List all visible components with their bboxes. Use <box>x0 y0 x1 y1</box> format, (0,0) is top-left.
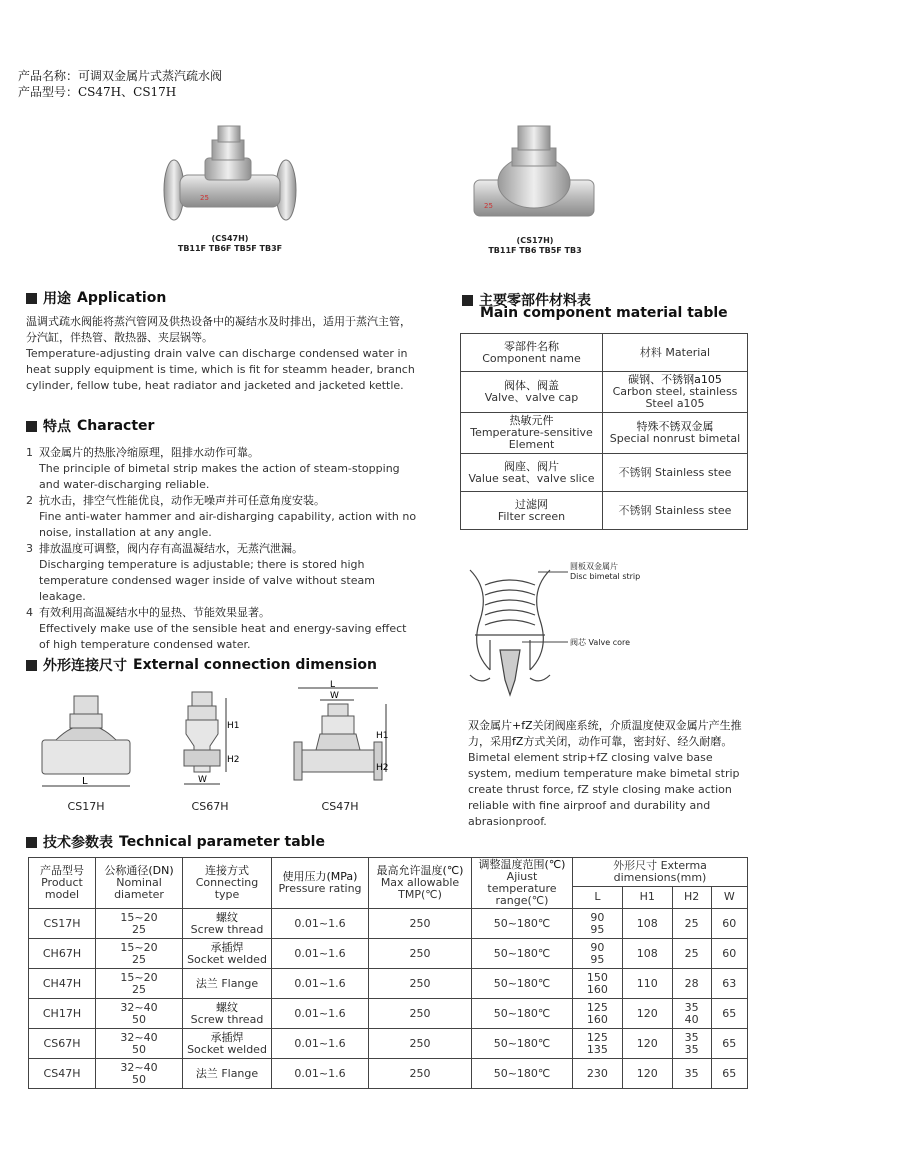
application-body <box>26 314 418 394</box>
cell-text: 90 <box>590 910 605 924</box>
photo2-caption1: (CS17H) <box>516 236 554 245</box>
header-H2: H2 <box>672 886 711 908</box>
cell-text: Screw thread <box>190 1012 264 1026</box>
cell-text: 35 <box>684 1000 699 1014</box>
cell-text: 50 <box>132 1012 146 1026</box>
cell-W: 65 <box>711 999 747 1029</box>
dim-label: W <box>330 691 339 701</box>
header-W: W <box>711 886 747 908</box>
table-row <box>29 1029 748 1059</box>
table-cell <box>461 492 603 530</box>
cell-text: Nominal <box>116 876 162 889</box>
cell-text: 法兰 <box>195 1066 218 1080</box>
cell-text: Steel a105 <box>645 397 705 410</box>
dim-label: H2 <box>227 755 240 765</box>
table-cell <box>461 413 603 454</box>
cell-pressure: 0.01~1.6 <box>272 969 369 999</box>
table-row <box>461 454 748 492</box>
drawing-cs47h-name: CS47H <box>321 800 359 813</box>
diagram-label-zh: 圆板双金属片 <box>570 562 618 571</box>
cell-dn <box>96 1029 183 1059</box>
description-en: Bimetal element strip+fZ closing valve base system, medium temperature make bimetal strip create thrust force, fZ style closing make action reliable with fine airproof and durability and abrasionproof. <box>468 751 740 828</box>
cell-text: Carbon steel, stainless <box>612 385 738 398</box>
cell-text: 32~40 <box>120 1060 158 1074</box>
material-title-zh: 主要零部件材料表 <box>479 293 591 309</box>
cell-text: 125 <box>586 1030 608 1044</box>
cell-pressure: 0.01~1.6 <box>272 909 369 939</box>
material-title-en: Main component material table <box>480 305 728 321</box>
cell-text: 连接方式 <box>205 864 249 877</box>
cell-text: Temperature-sensitive Element <box>470 426 593 451</box>
dim-label: W <box>198 775 207 785</box>
item-zh: 双金属片的热胀冷缩原理，阻排水动作可靠。 <box>39 446 259 459</box>
cell-text: 螺纹 <box>216 1000 238 1014</box>
cell-model: CS17H <box>29 909 96 939</box>
cell-text: 阀体、阀盖 <box>504 379 559 392</box>
application-title-en: Application <box>77 290 167 306</box>
cell-text: Product <box>41 876 83 889</box>
cell-pressure: 0.01~1.6 <box>272 1029 369 1059</box>
photo1-caption1: (CS47H) <box>211 234 249 243</box>
cell-H1: 120 <box>622 999 672 1029</box>
item-zh: 排放温度可调整，阀内存有高温凝结水，无蒸汽泄漏。 <box>39 542 303 555</box>
cell-range: 50~180℃ <box>472 1059 573 1089</box>
square-bullet-icon <box>462 295 473 306</box>
cell-text: Pressure rating <box>278 882 362 895</box>
drawing-cs17h-name: CS17H <box>67 800 105 813</box>
cell-L <box>573 909 623 939</box>
cell-H1: 108 <box>622 939 672 969</box>
item-number: 1 <box>26 446 33 459</box>
cell-connect <box>183 939 272 969</box>
header-model <box>29 858 96 909</box>
cell-text: 150 <box>586 970 608 984</box>
cell-tmp: 250 <box>369 969 472 999</box>
cell-text: 阀座、阀片 <box>504 459 559 473</box>
cell-text: 32~40 <box>120 1000 158 1014</box>
header-connect <box>183 858 272 909</box>
square-bullet-icon <box>26 660 37 671</box>
cell-W: 60 <box>711 939 747 969</box>
cell-connect <box>183 1059 272 1089</box>
cell-L <box>573 999 623 1029</box>
item-number: 3 <box>26 542 33 555</box>
item-en: Effectively make use of the sensible heat and energy-saving effect of high temperature condensed water. <box>39 622 407 651</box>
table-row <box>461 413 748 454</box>
cell-range: 50~180℃ <box>472 909 573 939</box>
cell-dn <box>96 969 183 999</box>
diagram-label-core: 阀芯 Valve core <box>570 638 631 647</box>
drawing-cs17h <box>36 688 136 818</box>
cell-dn <box>96 1059 183 1089</box>
character-title-en: Character <box>77 418 155 434</box>
cell-text: 35 <box>684 1030 699 1044</box>
item-en: The principle of bimetal strip makes the action of steam-stopping and water-discharging reliable. <box>39 462 400 491</box>
description-block <box>468 718 758 830</box>
cell-text: 25 <box>132 982 146 996</box>
cell-text: Ajiust temperature <box>487 870 557 895</box>
cell-text: 32~40 <box>120 1030 158 1044</box>
cell-text: Socket welded <box>187 952 267 966</box>
cell-text: 230 <box>586 1066 608 1080</box>
list-item <box>26 493 418 541</box>
cell-pressure: 0.01~1.6 <box>272 999 369 1029</box>
cell-text: 25 <box>132 922 146 936</box>
valve-cs17h-illustration <box>470 120 600 232</box>
cell-text: 产品型号 <box>40 864 84 877</box>
cell-text: 承插焊 <box>210 1030 244 1044</box>
cell-H2 <box>672 939 711 969</box>
cell-text: diameter <box>114 888 164 901</box>
square-bullet-icon <box>26 293 37 304</box>
external-title-zh: 外形连接尺寸 <box>43 658 127 674</box>
cell-tmp: 250 <box>369 939 472 969</box>
cell-dn <box>96 939 183 969</box>
application-title-zh: 用途 <box>43 291 71 307</box>
cross-section-diagram <box>460 560 700 705</box>
application-text-zh: 温调式疏水阀能将蒸汽管网及供热设备中的凝结水及时排出，适用于蒸汽主管，分汽缸，伴热管、散热器、夹层锅等。 <box>26 315 411 344</box>
table-row <box>29 909 748 939</box>
cell-L <box>573 969 623 999</box>
item-zh: 有效利用高温凝结水中的显热、节能效果显著。 <box>39 606 270 619</box>
valve-photo-cs47h <box>160 120 300 253</box>
external-heading <box>26 655 377 675</box>
product-model: 产品型号：CS47H、CS17H <box>18 85 177 99</box>
character-list <box>26 445 418 653</box>
dim-label: L <box>330 680 336 690</box>
cell-text: model <box>44 888 80 901</box>
external-title-en: External connection dimension <box>133 657 377 673</box>
cell-text: 15~20 <box>120 940 158 954</box>
cell-text: 35 <box>684 1042 699 1056</box>
technical-heading <box>26 832 325 852</box>
table-row <box>461 334 748 372</box>
list-item <box>26 605 418 653</box>
cell-tmp: 250 <box>369 999 472 1029</box>
table-cell <box>603 372 748 413</box>
dim-label: H1 <box>227 721 240 731</box>
cell-H2 <box>672 969 711 999</box>
technical-title-en: Technical parameter table <box>119 834 325 850</box>
valve-photo-cs17h <box>470 120 600 260</box>
cell-text: Socket welded <box>187 1042 267 1056</box>
cell-text: 135 <box>586 1042 608 1056</box>
cell-text: 公称通径(DN) <box>104 864 174 877</box>
header-external-dims: 外形尺寸 Exterma dimensions(mm) <box>573 858 748 887</box>
cell-tmp: 250 <box>369 1059 472 1089</box>
cell-H2 <box>672 1029 711 1059</box>
description-zh: 双金属片+fZ关闭阀座系统，介质温度使双金属片产生推力，采用fZ方式关闭，动作可靠，密封好、经久耐磨。 <box>468 719 742 748</box>
cell-H2 <box>672 909 711 939</box>
cell-H2 <box>672 1059 711 1089</box>
cell-H1: 120 <box>622 1029 672 1059</box>
cell-text: 125 <box>586 1000 608 1014</box>
cell-text: 160 <box>586 1012 608 1026</box>
table-cell: 不锈钢 Stainless stee <box>603 492 748 530</box>
cell-L <box>573 939 623 969</box>
table-cell <box>461 372 603 413</box>
cell-text: 特殊不锈双金属 <box>636 420 714 433</box>
cell-text: Connecting <box>195 876 259 889</box>
application-text-en: Temperature-adjusting drain valve can discharge condensed water in heat supply equipment is time, which is fit for steamm header, branch cylinder, fellow tube, heat radiator and jacketed and jacketed kettle. <box>26 347 415 392</box>
table-cell <box>461 454 603 492</box>
cell-text: Valve、valve cap <box>484 391 579 404</box>
drawing-cs67h-name: CS67H <box>191 800 229 813</box>
drawing-cs47h <box>290 680 390 818</box>
cell-text: 零部件名称 <box>504 339 559 353</box>
cell-H2 <box>672 999 711 1029</box>
cell-text: 28 <box>684 976 699 990</box>
cell-text: 95 <box>590 952 605 966</box>
photo1-caption2: TB11F TB6F TB5F TB3F <box>177 244 283 253</box>
valve-cs47h-illustration <box>160 120 300 230</box>
cell-text: 15~20 <box>120 970 158 984</box>
cell-text: 使用压力(MPa) <box>282 870 358 883</box>
photo2-label: 25 <box>484 202 493 210</box>
cell-text: 50 <box>132 1072 146 1086</box>
cell-text: 160 <box>586 982 608 996</box>
cell-text: 碳钢、不锈钢a105 <box>628 373 722 386</box>
cell-text: Filter screen <box>497 509 566 523</box>
drawing-cs67h-svg <box>180 688 240 796</box>
cell-text: TMP(℃) <box>398 888 442 901</box>
cell-connect <box>183 1029 272 1059</box>
cell-text: type <box>214 888 240 901</box>
table-header-cell <box>461 334 603 372</box>
cell-range: 50~180℃ <box>472 1029 573 1059</box>
cell-connect <box>183 909 272 939</box>
table-row <box>29 969 748 999</box>
table-row <box>461 492 748 530</box>
cell-model: CS67H <box>29 1029 96 1059</box>
item-number: 2 <box>26 494 33 507</box>
dim-label: H2 <box>376 763 389 773</box>
character-title-zh: 特点 <box>43 419 71 435</box>
character-heading <box>26 416 154 436</box>
cell-text: Screw thread <box>190 922 264 936</box>
cell-text: 调整温度范围(℃) <box>478 858 566 871</box>
cell-text: 25 <box>132 952 146 966</box>
item-en: Discharging temperature is adjustable; there is stored high temperature condensed wager inside of valve without steam leakage. <box>39 558 375 603</box>
cell-pressure: 0.01~1.6 <box>272 1059 369 1089</box>
diagram-label-bimetal <box>570 562 640 582</box>
header-max-temp <box>369 858 472 909</box>
material-table <box>460 333 748 530</box>
photo2-caption2: TB11F TB6 TB5F TB3 <box>488 246 582 255</box>
cell-text: 90 <box>590 940 605 954</box>
cell-text: 25 <box>684 946 699 960</box>
drawing-cs17h-svg <box>36 688 136 796</box>
cell-H1: 120 <box>622 1059 672 1089</box>
table-row <box>29 939 748 969</box>
cell-W: 65 <box>711 1059 747 1089</box>
cell-text: 承插焊 <box>210 940 244 954</box>
item-number: 4 <box>26 606 33 619</box>
dim-label: L <box>82 776 88 787</box>
cell-text: 过滤网 <box>515 497 548 511</box>
table-row <box>29 999 748 1029</box>
cell-pressure: 0.01~1.6 <box>272 939 369 969</box>
cell-text: 15~20 <box>120 910 158 924</box>
cell-connect <box>183 999 272 1029</box>
cell-text: 25 <box>684 916 699 930</box>
drawing-cs67h <box>180 688 240 818</box>
technical-table <box>28 857 748 1089</box>
cell-tmp: 250 <box>369 1029 472 1059</box>
table-cell: 不锈钢 Stainless stee <box>603 454 748 492</box>
cell-connect <box>183 969 272 999</box>
cell-model: CH47H <box>29 969 96 999</box>
cell-W: 63 <box>711 969 747 999</box>
cell-W: 60 <box>711 909 747 939</box>
cell-L <box>573 1059 623 1089</box>
cell-L <box>573 1029 623 1059</box>
cell-range: 50~180℃ <box>472 969 573 999</box>
cell-range: 50~180℃ <box>472 939 573 969</box>
item-zh: 抗水击，排空气性能优良，动作无噪声并可任意角度安装。 <box>39 494 325 507</box>
list-item <box>26 541 418 605</box>
cell-text: Flange <box>221 1066 259 1080</box>
cell-range: 50~180℃ <box>472 999 573 1029</box>
header-adjust-temp <box>472 858 573 909</box>
cell-H1: 108 <box>622 909 672 939</box>
photo1-label: 25 <box>200 194 209 202</box>
cell-text: 35 <box>684 1066 699 1080</box>
cell-W: 65 <box>711 1029 747 1059</box>
drawing-cs47h-svg <box>290 680 390 796</box>
dim-label: H1 <box>376 731 389 741</box>
cell-model: CS47H <box>29 1059 96 1089</box>
cell-dn <box>96 999 183 1029</box>
table-header-cell: 材料 Material <box>603 334 748 372</box>
material-heading-en <box>480 305 728 321</box>
square-bullet-icon <box>26 421 37 432</box>
cell-text: range(℃) <box>495 894 549 907</box>
header-pressure <box>272 858 369 909</box>
application-heading <box>26 288 166 308</box>
cell-H1: 110 <box>622 969 672 999</box>
cell-dn <box>96 909 183 939</box>
header-dn <box>96 858 183 909</box>
table-cell <box>603 413 748 454</box>
square-bullet-icon <box>26 837 37 848</box>
cell-text: 法兰 <box>195 976 218 990</box>
table-header-row <box>29 858 748 887</box>
header-L: L <box>573 886 623 908</box>
table-row <box>29 1059 748 1089</box>
cell-model: CH67H <box>29 939 96 969</box>
cell-text: 95 <box>590 922 605 936</box>
cell-text: 热敏元件 <box>509 414 554 427</box>
cell-text: 螺纹 <box>216 910 238 924</box>
cell-tmp: 250 <box>369 909 472 939</box>
cell-text: 最高允许温度(℃) <box>376 864 464 877</box>
header-H1: H1 <box>622 886 672 908</box>
cell-text: Special nonrust bimetal <box>609 432 741 445</box>
cell-text: 50 <box>132 1042 146 1056</box>
technical-title-zh: 技术参数表 <box>43 835 113 851</box>
cell-model: CH17H <box>29 999 96 1029</box>
cell-text: Component name <box>482 351 581 365</box>
cell-text: 40 <box>684 1012 699 1026</box>
table-row <box>461 372 748 413</box>
item-en: Fine anti-water hammer and air-disharging capability, action with no noise, installation at any angle. <box>39 510 417 539</box>
list-item <box>26 445 418 493</box>
product-name: 产品名称：可调双金属片式蒸汽疏水阀 <box>18 69 223 83</box>
cell-text: Max allowable <box>380 876 460 889</box>
diagram-label-en: Disc bimetal strip <box>570 572 641 581</box>
cell-text: Flange <box>221 976 259 990</box>
cell-text: Value seat、valve slice <box>468 471 595 485</box>
